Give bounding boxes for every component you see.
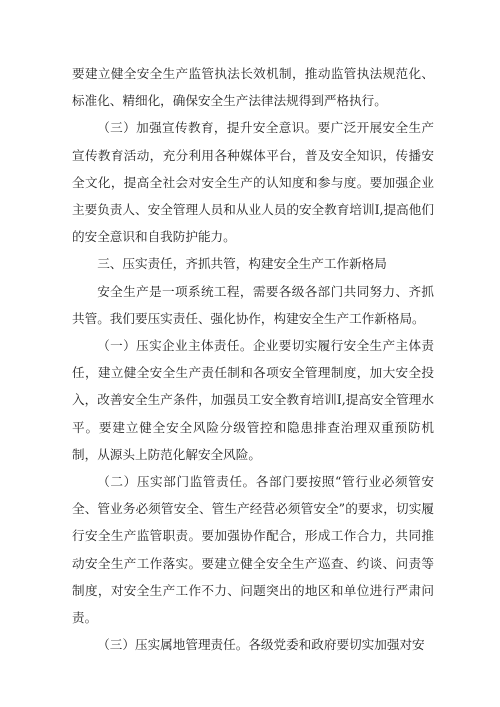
paragraph-publicity-education: （三）加强宣传教育，提升安全意识。要广泛开展安全生产宣传教育活动，充分利用各种媒体平台，普及安全知识，传播安全文化，提高全社会对安全生产的认知度和参与度。要加强企业主要负责人、安全管理人员和从业人员的安全教育培训I,提高他们的安全意识和自我防护能力。	[72, 120, 434, 245]
paragraph-continuation: 要建立健全安全生产监管执法长效机制，推动监管执法规范化、标准化、精细化，确保安全生产法律法规得到严格执行。	[72, 66, 434, 109]
document-body	[72, 60, 434, 658]
paragraph-enterprise-responsibility: （一）压实企业主体责任。企业要切实履行安全生产主体责任，建立健全安全生产责任制和各项安全管理制度，加大安全投入，改善安全生产条件，加强员工安全教育培训I,提高安全管理水平。要建立健全安全风险分级管控和隐患排查治理双重预防机制，从源头上防范化解安全风险。	[72, 338, 434, 462]
paragraph-department-responsibility: （二）压实部门监管责任。各部门要按照“管行业必须管安全、管业务必须管安全、管生产经营必须管安全”的要求，切实履行安全生产监管职责。要加强协作配合，形成工作合力，共同推动安全生产工作落实。要建立健全安全生产巡查、约谈、问责等制度，对安全生产工作不力、问题突出的地区和单位进行严肃问责。	[72, 474, 434, 626]
paragraph-territorial-responsibility: （三）压实属地管理责任。各级党委和政府要切实加强对安	[97, 637, 425, 653]
paragraph-section-intro: 安全生产是一项系统工程，需要各级各部门共同努力、齐抓共管。我们要压实责任、强化协作，构建安全生产工作新格局。	[72, 283, 434, 326]
section-heading: 三、压实责任，齐抓共管，构建安全生产工作新格局	[97, 256, 387, 272]
